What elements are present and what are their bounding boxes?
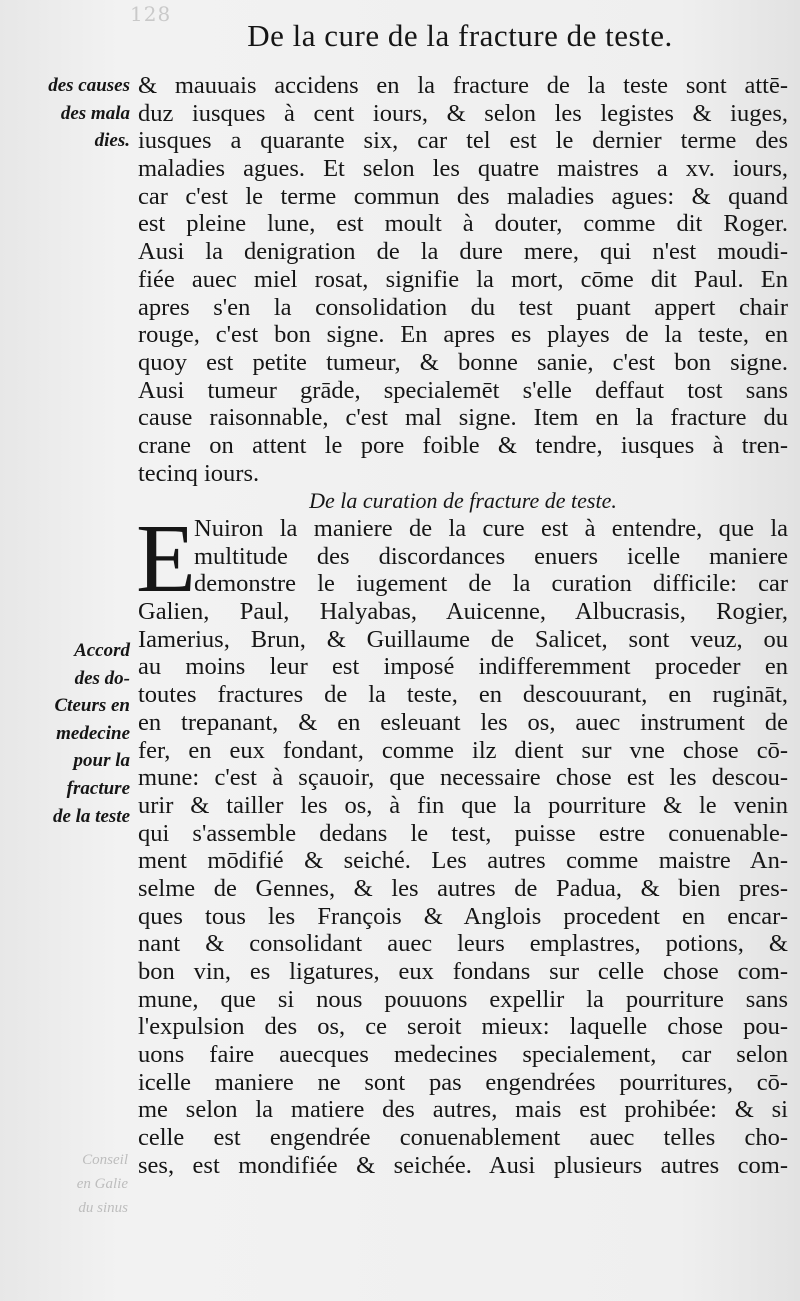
- text-line: Ausi tumeur grāde, specialemēt s'elle deffaut tost sans: [138, 376, 788, 404]
- text-line: maladies agues. Et selon les quatre maistres a xv. iours,: [138, 155, 788, 183]
- text-line: ses, est mondifiée & seichée. Ausi plusieurs autres com-: [138, 1151, 788, 1179]
- drop-cap: E: [136, 505, 196, 613]
- text-line: cause raisonnable, c'est mal signe. Item en la fracture du: [138, 404, 788, 432]
- text-line: iusques a quarante six, car tel est le dernier terme des: [138, 127, 788, 155]
- text-line: Iamerius, Brun, & Guillaume de Salicet, sont veuz, ou: [138, 625, 788, 653]
- margin-note-accord: Accord des do- Cteurs en medecine pour la fracture de la teste: [52, 640, 130, 827]
- text-line: Galien, Paul, Halyabas, Auicenne, Albucrasis, Rogier,: [138, 598, 788, 626]
- text-line: est pleine lune, est moult à douter, comme dit Roger.: [138, 210, 788, 238]
- text-line: selme de Gennes, & les autres de Padua, & bien pres-: [138, 874, 788, 902]
- text-line: urir & tailler les os, à fin que la pourriture & le venin: [138, 791, 788, 819]
- page-number: 128: [130, 2, 172, 26]
- text-line: duz iusques à cent iours, & selon les legistes & iuges,: [138, 99, 788, 127]
- text-line: & mauuais accidens en la fracture de la teste sont attē-: [138, 72, 788, 99]
- text-line: uons faire auecques medecines specialement, car selon: [138, 1041, 788, 1069]
- text-line: crane on attent le pore foible & tendre, iusques à tren-: [138, 431, 788, 459]
- text-line: ment mōdifié & seiché. Les autres comme maistre An-: [138, 847, 788, 875]
- text-line: au moins leur est imposé indifferemment proceder en: [138, 653, 788, 681]
- text-line: en trepanant, & en esleuant les os, auec instrument de: [138, 708, 788, 736]
- section-title: De la curation de fracture de teste.: [309, 488, 617, 514]
- paragraph-1: [138, 72, 788, 487]
- text-line: multitude des discordances enuers icelle maniere: [194, 542, 788, 570]
- text-line: quoy est petite tumeur, & bonne sanie, c'est bon signe.: [138, 348, 788, 376]
- text-line: qui s'assemble dedans le test, puisse estre conuenable-: [138, 819, 788, 847]
- running-head: De la cure de la fracture de teste.: [247, 18, 673, 53]
- paragraph-2: [136, 505, 788, 1180]
- text-line: bon vin, es ligatures, eux fondans sur celle chose com-: [138, 958, 788, 985]
- text-line: me selon la matiere des autres, mais est prohibée: & si: [138, 1096, 788, 1124]
- text-line: Ausi la denigration de la dure mere, qui n'est moudi-: [138, 238, 788, 266]
- bleed-through-note: Conseil en Galie du sinus: [76, 1152, 128, 1216]
- text-line: nant & consolidant auec leurs emplastres, potions, &: [138, 930, 788, 958]
- text-line: celle est engendrée conuenablement auec telles cho-: [138, 1124, 788, 1152]
- text-line: mune, que si nous pouuons expellir la pourriture sans: [138, 985, 788, 1013]
- text-line: fer, en eux fondant, comme ilz dient sur vne chose cō-: [138, 736, 788, 764]
- text-line: icelle maniere ne sont pas engendrées pourritures, cō-: [138, 1068, 788, 1096]
- margin-note-causes: des causes des mala dies.: [48, 75, 130, 152]
- text-line: l'expulsion des os, ce seroit mieux: laquelle chose pou-: [138, 1013, 788, 1041]
- text-line: ques tous les François & Anglois procedent en encar-: [138, 902, 788, 930]
- text-line: mune: c'est à sçauoir, que necessaire chose est les descou-: [138, 764, 788, 792]
- text-line: fiée auec miel rosat, signifie la mort, cōme dit Paul. En: [138, 265, 788, 293]
- text-line: Nuiron la maniere de la cure est à entendre, que la: [194, 515, 788, 542]
- text-line: rouge, c'est bon signe. En apres es playes de la teste, en: [138, 321, 788, 349]
- body-text: [138, 72, 788, 1180]
- text-line: car c'est le terme commun des maladies agues: & quand: [138, 182, 788, 210]
- text-line: toutes fractures de la teste, en descouurant, en rugināt,: [138, 681, 788, 709]
- text-line: tecinq iours.: [138, 459, 260, 487]
- text-line: demonstre le iugement de la curation difficile: car: [194, 570, 788, 598]
- text-line: apres s'en la consolidation du test puant appert chair: [138, 293, 788, 321]
